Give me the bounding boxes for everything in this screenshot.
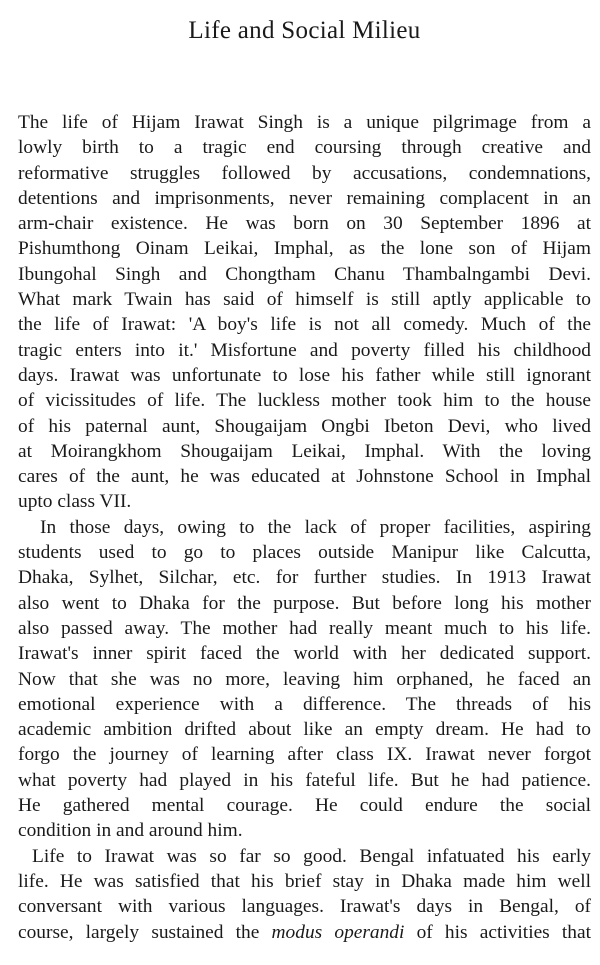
text-line: In those days, owing to the lack of proper facilities, aspiring [40, 516, 591, 538]
text-line: The life of Hijam Irawat Singh is a unique pilgrimage from a [18, 112, 591, 133]
chapter-title: Life and Social Milieu [188, 17, 421, 44]
text-line: Dhaka, Sylhet, Silchar, etc. for further studies. In 1913 Irawat [18, 567, 591, 589]
text-line-with-italic [18, 920, 591, 945]
text-line: students used to go to places outside Manipur like Calcutta, [18, 542, 591, 564]
text-line: also passed away. The mother had really meant much to his life. [18, 617, 591, 639]
text-run: of his activities that [404, 921, 591, 943]
text-line: conversant with various languages. Irawat's days in Bengal, of [18, 896, 591, 918]
text-line: condition in and around him. [18, 820, 243, 842]
italic-phrase: modus operandi [271, 921, 405, 943]
paragraph-3 [18, 844, 591, 945]
text-line: Pishumthong Oinam Leikai, Imphal, as the lone son of Hijam [18, 238, 591, 260]
text-line: the life of Irawat: 'A boy's life is not all comedy. Much of the [18, 314, 591, 336]
text-line: at Moirangkhom Shougaijam Leikai, Imphal. With the loving [18, 440, 591, 462]
text-line: Life to Irawat was so far so good. Bengal infatuated his early [32, 845, 591, 867]
text-line: also went to Dhaka for the purpose. But before long his mother [18, 592, 591, 614]
text-line: What mark Twain has said of himself is still aptly applicable to [18, 289, 591, 311]
text-line: arm-chair existence. He was born on 30 September 1896 at [18, 213, 591, 235]
text-line: Ibungohal Singh and Chongtham Chanu Thambalngambi Devi. [18, 263, 591, 285]
paragraph-2 [18, 515, 591, 844]
text-line: tragic enters into it.' Misfortune and poverty filled his childhood [18, 339, 591, 361]
text-line: life. He was satisfied that his brief stay in Dhaka made him well [18, 870, 591, 892]
text-line: of vicissitudes of life. The luckless mother took him to the house [18, 390, 591, 412]
text-line: emotional experience with a difference. The threads of his [18, 693, 591, 715]
text-line: cares of the aunt, he was educated at Johnstone School in Imphal [18, 466, 591, 488]
text-line: academic ambition drifted about like an empty dream. He had to [18, 719, 591, 741]
text-line: reformative struggles followed by accusations, condemnations, [18, 162, 591, 184]
text-line: He gathered mental courage. He could endure the social [18, 795, 591, 817]
text-line: Now that she was no more, leaving him orphaned, he faced an [18, 668, 591, 690]
text-line: detentions and imprisonments, never remaining complacent in an [18, 187, 591, 209]
text-line: upto class VII. [18, 491, 132, 513]
text-line: Irawat's inner spirit faced the world with her dedicated support. [18, 643, 591, 665]
chapter-body [18, 110, 591, 945]
text-line: forgo the journey of learning after class IX. Irawat never forgot [18, 744, 591, 766]
text-line: lowly birth to a tragic end coursing through creative and [18, 137, 591, 159]
text-line: days. Irawat was unfortunate to lose his father while still ignorant [18, 364, 591, 386]
text-run: course, largely sustained the [18, 921, 272, 943]
text-line: of his paternal aunt, Shougaijam Ongbi Ibeton Devi, who lived [18, 415, 591, 437]
paragraph-1 [18, 110, 591, 515]
text-line: what poverty had played in his fateful life. But he had patience. [18, 769, 591, 791]
